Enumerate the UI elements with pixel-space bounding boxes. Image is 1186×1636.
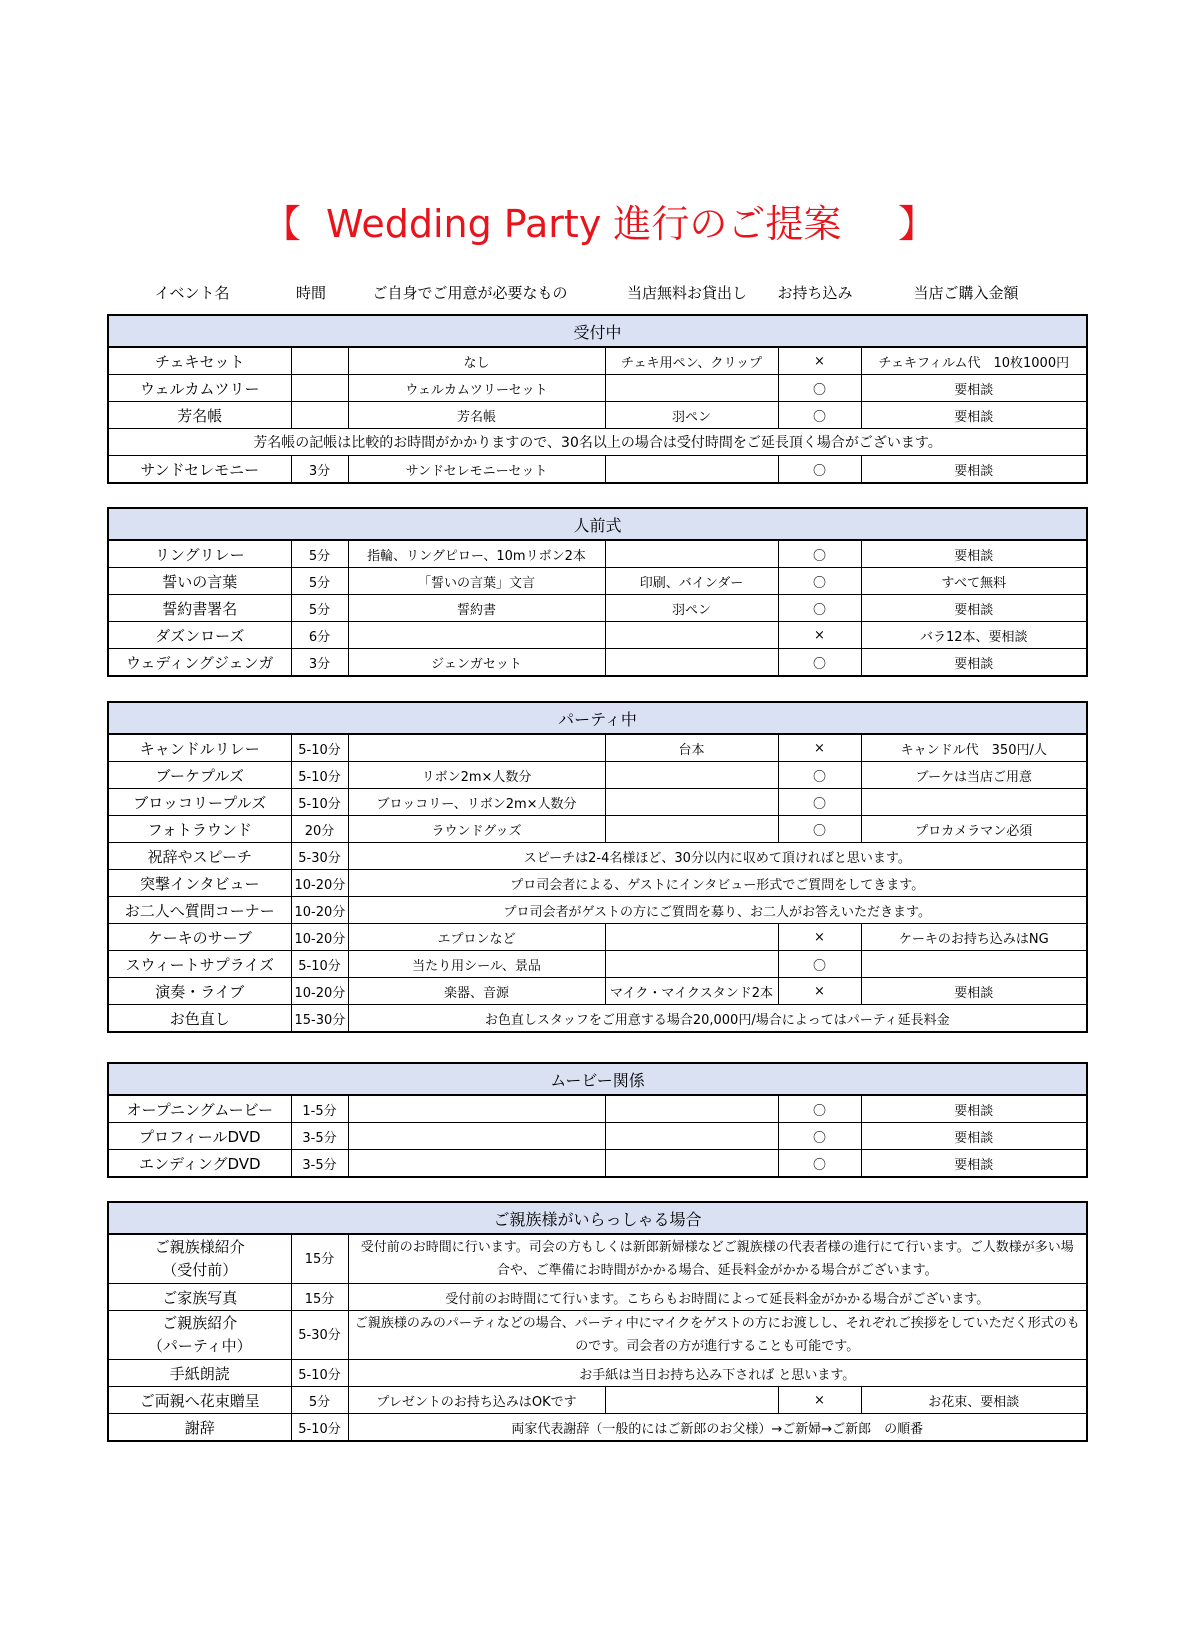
purchase-cell: 要相談 <box>861 649 1087 677</box>
bring-in-cell: × <box>778 924 861 951</box>
table-row <box>108 1150 1087 1178</box>
time-cell <box>291 347 348 375</box>
purchase-cell: 要相談 <box>861 402 1087 429</box>
table-row <box>108 978 1087 1005</box>
own-items-cell: ラウンドグッズ <box>348 816 605 843</box>
event-name <box>108 1311 291 1360</box>
bring-in-cell: 〇 <box>778 375 861 402</box>
bring-in-cell: × <box>778 1387 861 1414</box>
title-right-bracket: 】 <box>898 202 937 246</box>
table-row <box>108 734 1087 762</box>
section-title: ご親族様がいらっしゃる場合 <box>108 1202 1087 1234</box>
event-name-line: サンドセレモニー <box>140 460 260 479</box>
rental-cell: 印刷、バインダー <box>605 568 778 595</box>
table-row <box>108 1311 1087 1360</box>
rental-cell <box>605 1123 778 1150</box>
event-name <box>108 1284 291 1311</box>
table-row <box>108 1123 1087 1150</box>
note-cell: お手紙は当日お持ち込み下されば と思います。 <box>348 1360 1087 1387</box>
bring-in-cell: 〇 <box>778 1095 861 1123</box>
purchase-cell: ブーケは当店ご用意 <box>861 762 1087 789</box>
time-cell: 5-10分 <box>291 789 348 816</box>
bring-in-cell: 〇 <box>778 762 861 789</box>
event-name <box>108 402 291 429</box>
event-name-line: ご親族紹介 <box>162 1314 238 1332</box>
purchase-cell: ケーキのお持ち込みはNG <box>861 924 1087 951</box>
event-name-line: 芳名帳 <box>177 406 223 425</box>
section-party <box>107 701 1088 1033</box>
event-name <box>108 347 291 375</box>
event-name <box>108 762 291 789</box>
note-cell: 受付前のお時間にて行います。こちらもお時間によって延長料金がかかる場合がございます。 <box>348 1284 1087 1311</box>
purchase-cell: 要相談 <box>861 375 1087 402</box>
table-row <box>108 762 1087 789</box>
table-row <box>108 897 1087 924</box>
event-name <box>108 1360 291 1387</box>
rental-cell <box>605 649 778 677</box>
rental-cell: マイク・マイクスタンド2本 <box>605 978 778 1005</box>
section-title: 受付中 <box>108 315 1087 347</box>
event-name <box>108 1095 291 1123</box>
event-name <box>108 924 291 951</box>
table-row <box>108 924 1087 951</box>
time-cell: 5-10分 <box>291 734 348 762</box>
time-cell: 5-10分 <box>291 951 348 978</box>
rental-cell: チェキ用ペン、クリップ <box>605 347 778 375</box>
time-cell: 5分 <box>291 595 348 622</box>
table-row <box>108 1005 1087 1033</box>
event-name-line: ケーキのサーブ <box>147 928 252 947</box>
event-name <box>108 595 291 622</box>
column-header-own-items: ご自身でご用意が必要なもの <box>372 284 568 302</box>
bring-in-cell: 〇 <box>778 789 861 816</box>
event-name-line: 誓約書署名 <box>162 599 238 618</box>
event-name <box>108 951 291 978</box>
table-row <box>108 1284 1087 1311</box>
event-name <box>108 649 291 677</box>
event-name <box>108 540 291 568</box>
rental-cell <box>605 951 778 978</box>
time-cell: 5-10分 <box>291 1414 348 1442</box>
bring-in-cell: 〇 <box>778 456 861 484</box>
time-cell: 5分 <box>291 1387 348 1414</box>
own-items-cell <box>348 1095 605 1123</box>
own-items-cell: リボン2m×人数分 <box>348 762 605 789</box>
event-name <box>108 897 291 924</box>
own-items-cell: 当たり用シール、景品 <box>348 951 605 978</box>
event-name <box>108 1150 291 1178</box>
event-name-line: ウェディングジェンガ <box>125 653 274 672</box>
table-row <box>108 951 1087 978</box>
table-row <box>108 843 1087 870</box>
own-items-cell: 楽器、音源 <box>348 978 605 1005</box>
bring-in-cell: × <box>778 347 861 375</box>
table-row <box>108 429 1087 456</box>
bring-in-cell: 〇 <box>778 1150 861 1178</box>
rental-cell: 羽ペン <box>605 402 778 429</box>
table-row <box>108 649 1087 677</box>
table-row <box>108 622 1087 649</box>
event-name-line: ご親族様紹介 <box>154 1238 245 1256</box>
table-row <box>108 375 1087 402</box>
event-name-line: お色直し <box>169 1009 230 1028</box>
bring-in-cell: 〇 <box>778 951 861 978</box>
column-header-rental: 当店無料お貸出し <box>626 284 747 302</box>
event-name <box>108 1005 291 1033</box>
event-name-line: スウィートサプライズ <box>125 955 274 974</box>
rental-cell <box>605 540 778 568</box>
time-cell: 5-30分 <box>291 843 348 870</box>
own-items-cell: 「誓いの言葉」文言 <box>348 568 605 595</box>
event-name-line: お二人へ質問コーナー <box>124 901 275 920</box>
event-name <box>108 789 291 816</box>
note-cell: ご親族様のみのパーティなどの場合、パーティ中にマイクをゲストの方にお渡しし、それぞれご挨拶をしていただく形式のものです。司会者の方が進行することも可能です。 <box>348 1311 1087 1360</box>
section-title: ムービー関係 <box>108 1063 1087 1095</box>
note-cell: 受付前のお時間に行います。司会の方もしくは新郎新婦様などご親族様の代表者様の進行にて行います。ご人数様が多い場合や、ご準備にお時間がかかる場合、延長料金がかかる場合がございます。 <box>348 1234 1087 1284</box>
purchase-cell: 要相談 <box>861 595 1087 622</box>
section-family <box>107 1201 1088 1442</box>
bring-in-cell: 〇 <box>778 1123 861 1150</box>
event-name-line: ウェルカムツリー <box>140 379 260 398</box>
table-row <box>108 870 1087 897</box>
purchase-cell: 要相談 <box>861 540 1087 568</box>
event-name-line: 謝辞 <box>184 1418 215 1437</box>
time-cell: 5分 <box>291 568 348 595</box>
section-movie <box>107 1062 1088 1178</box>
rental-cell: 羽ペン <box>605 595 778 622</box>
rental-cell <box>605 762 778 789</box>
section-title: パーティ中 <box>108 702 1087 734</box>
own-items-cell: エプロンなど <box>348 924 605 951</box>
own-items-cell: 誓約書 <box>348 595 605 622</box>
note-cell: スピーチは2-4名様ほど、30分以内に収めて頂ければと思います。 <box>348 843 1087 870</box>
rental-cell <box>605 456 778 484</box>
note-cell: 芳名帳の記帳は比較的お時間がかかりますので、30名以上の場合は受付時間をご延長頂く場合がございます。 <box>108 429 1087 456</box>
title-left-bracket: 【 <box>263 202 302 246</box>
rental-cell <box>605 816 778 843</box>
time-cell: 15-30分 <box>291 1005 348 1033</box>
bring-in-cell: 〇 <box>778 595 861 622</box>
table-row <box>108 595 1087 622</box>
event-name <box>108 816 291 843</box>
bring-in-cell: × <box>778 978 861 1005</box>
event-name-line: フォトラウンド <box>147 820 252 839</box>
rental-cell <box>605 789 778 816</box>
time-cell <box>291 402 348 429</box>
event-name-line: オープニングムービー <box>126 1100 274 1119</box>
table-row <box>108 1360 1087 1387</box>
bring-in-cell: 〇 <box>778 568 861 595</box>
event-name <box>108 375 291 402</box>
own-items-cell: 芳名帳 <box>348 402 605 429</box>
table-row <box>108 789 1087 816</box>
time-cell: 3-5分 <box>291 1123 348 1150</box>
event-name-line: 演奏・ライブ <box>155 982 245 1001</box>
event-name <box>108 734 291 762</box>
event-name <box>108 1123 291 1150</box>
section-reception <box>107 314 1088 484</box>
own-items-cell: ウェルカムツリーセット <box>348 375 605 402</box>
event-name-line: ブーケプルズ <box>155 766 244 785</box>
table-row <box>108 1387 1087 1414</box>
table-row <box>108 402 1087 429</box>
own-items-cell <box>348 622 605 649</box>
event-name-line: 祝辞やスピーチ <box>147 847 252 866</box>
rental-cell <box>605 1387 778 1414</box>
event-name <box>108 1414 291 1442</box>
event-name-line-2: （パーティ中） <box>147 1337 252 1355</box>
time-cell: 5-10分 <box>291 1360 348 1387</box>
title-text: Wedding Party 進行のご提案 <box>326 202 842 246</box>
time-cell: 5-30分 <box>291 1311 348 1360</box>
page-title <box>0 196 1186 252</box>
time-cell: 15分 <box>291 1234 348 1284</box>
time-cell: 10-20分 <box>291 897 348 924</box>
event-name-line: 突撃インタビュー <box>140 874 260 893</box>
time-cell: 15分 <box>291 1284 348 1311</box>
time-cell: 5-10分 <box>291 762 348 789</box>
column-header-time: 時間 <box>295 284 326 302</box>
section-title: 人前式 <box>108 508 1087 540</box>
rental-cell: 台本 <box>605 734 778 762</box>
table-row <box>108 1095 1087 1123</box>
purchase-cell: バラ12本、要相談 <box>861 622 1087 649</box>
rental-cell <box>605 924 778 951</box>
column-header-event: イベント名 <box>154 284 230 302</box>
time-cell: 10-20分 <box>291 924 348 951</box>
event-name-line: ブロッコリープルズ <box>133 793 267 812</box>
table-row <box>108 1234 1087 1284</box>
purchase-cell: 要相談 <box>861 1095 1087 1123</box>
note-cell: プロ司会者による、ゲストにインタビュー形式でご質問をしてきます。 <box>348 870 1087 897</box>
rental-cell <box>605 1150 778 1178</box>
bring-in-cell: 〇 <box>778 816 861 843</box>
own-items-cell <box>348 1150 605 1178</box>
event-name <box>108 1387 291 1414</box>
table-row <box>108 456 1087 484</box>
note-cell: プロ司会者がゲストの方にご質問を募り、お二人がお答えいただきます。 <box>348 897 1087 924</box>
event-name-line: キャンドルリレー <box>139 739 260 758</box>
own-items-cell: 指輪、リングピロー、10mリボン2本 <box>348 540 605 568</box>
table-row <box>108 816 1087 843</box>
note-cell: 両家代表謝辞（一般的にはご新郎のお父様）→ご新婦→ご新郎 の順番 <box>348 1414 1087 1442</box>
event-name <box>108 843 291 870</box>
own-items-cell: プレゼントのお持ち込みはOKです <box>348 1387 605 1414</box>
purchase-cell: すべて無料 <box>861 568 1087 595</box>
event-name-line: リングリレー <box>154 545 245 564</box>
event-name <box>108 870 291 897</box>
own-items-cell: サンドセレモニーセット <box>348 456 605 484</box>
rental-cell <box>605 375 778 402</box>
bring-in-cell: × <box>778 622 861 649</box>
time-cell: 3分 <box>291 649 348 677</box>
event-name <box>108 1234 291 1284</box>
event-name-line-2: （受付前） <box>162 1261 238 1279</box>
bring-in-cell: 〇 <box>778 402 861 429</box>
own-items-cell <box>348 1123 605 1150</box>
table-row <box>108 568 1087 595</box>
time-cell <box>291 375 348 402</box>
table-row <box>108 540 1087 568</box>
time-cell: 10-20分 <box>291 870 348 897</box>
event-name <box>108 978 291 1005</box>
event-name-line: チェキセット <box>154 352 245 371</box>
own-items-cell: ジェンガセット <box>348 649 605 677</box>
bring-in-cell: × <box>778 734 861 762</box>
event-name-line: 誓いの言葉 <box>162 572 238 591</box>
time-cell: 3-5分 <box>291 1150 348 1178</box>
purchase-cell <box>861 951 1087 978</box>
table-row <box>108 347 1087 375</box>
own-items-cell <box>348 734 605 762</box>
event-name-line: 手紙朗読 <box>169 1364 230 1383</box>
bring-in-cell: 〇 <box>778 540 861 568</box>
table-row <box>108 1414 1087 1442</box>
event-name-line: エンディングDVD <box>138 1154 261 1173</box>
own-items-cell: ブロッコリー、リボン2m×人数分 <box>348 789 605 816</box>
time-cell: 10-20分 <box>291 978 348 1005</box>
own-items-cell: なし <box>348 347 605 375</box>
purchase-cell: チェキフィルム代 10枚1000円 <box>861 347 1087 375</box>
note-cell: お色直しスタッフをご用意する場合20,000円/場合によってはパーティ延長料金 <box>348 1005 1087 1033</box>
column-header-bring-in: お持ち込み <box>777 284 853 302</box>
purchase-cell: キャンドル代 350円/人 <box>861 734 1087 762</box>
time-cell: 20分 <box>291 816 348 843</box>
event-name-line: ご家族写真 <box>162 1288 238 1307</box>
purchase-cell: 要相談 <box>861 978 1087 1005</box>
rental-cell <box>605 622 778 649</box>
time-cell: 3分 <box>291 456 348 484</box>
section-ceremony <box>107 507 1088 677</box>
purchase-cell: お花束、要相談 <box>861 1387 1087 1414</box>
event-name <box>108 622 291 649</box>
event-name-line: プロフィールDVD <box>138 1127 261 1146</box>
rental-cell <box>605 1095 778 1123</box>
purchase-cell: 要相談 <box>861 456 1087 484</box>
bring-in-cell: 〇 <box>778 649 861 677</box>
event-name-line: ダズンローズ <box>155 626 245 645</box>
event-name <box>108 456 291 484</box>
time-cell: 1-5分 <box>291 1095 348 1123</box>
purchase-cell: 要相談 <box>861 1123 1087 1150</box>
purchase-cell <box>861 789 1087 816</box>
purchase-cell: プロカメラマン必須 <box>861 816 1087 843</box>
purchase-cell: 要相談 <box>861 1150 1087 1178</box>
event-name <box>108 568 291 595</box>
time-cell: 5分 <box>291 540 348 568</box>
time-cell: 6分 <box>291 622 348 649</box>
column-header-purchase: 当店ご購入金額 <box>913 284 1019 302</box>
event-name-line: ご両親へ花束贈呈 <box>139 1391 260 1410</box>
